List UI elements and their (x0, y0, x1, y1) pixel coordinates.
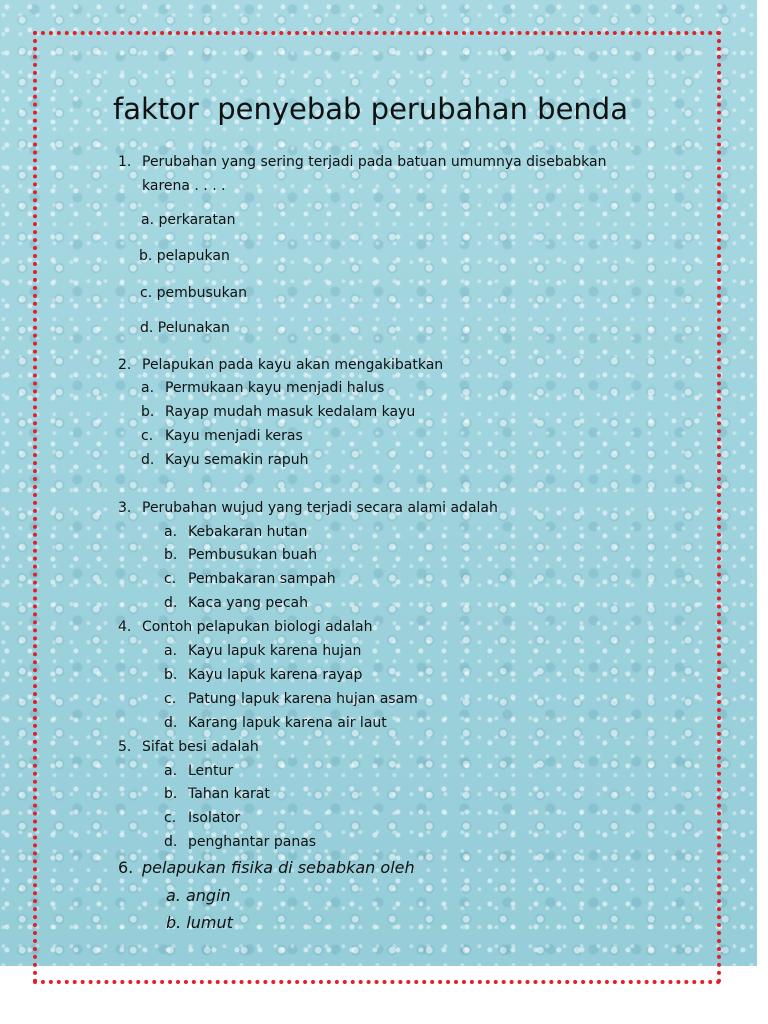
option-text: Tahan karat (188, 786, 270, 802)
question-4 (118, 615, 373, 639)
option-letter: a. (164, 643, 178, 659)
question-6-option-b (166, 913, 233, 932)
question-2 (118, 353, 443, 377)
option-letter: b. (166, 913, 182, 932)
question-4-option-d (164, 715, 387, 731)
option-letter: d. (141, 452, 155, 468)
question-4-option-a (164, 643, 361, 659)
question-3-option-c (164, 571, 336, 587)
question-4-option-c (164, 691, 418, 707)
option-letter: c. (164, 571, 177, 587)
option-text: Kayu semakin rapuh (165, 452, 309, 468)
question-2-option-b (141, 404, 415, 420)
option-letter: b. (164, 667, 178, 683)
option-text: Karang lapuk karena air laut (188, 715, 387, 731)
option-text: Kayu lapuk karena rayap (188, 667, 363, 683)
question-number: 5. (118, 739, 132, 755)
option-text: Permukaan kayu menjadi halus (165, 380, 385, 396)
question-3 (118, 496, 498, 520)
worksheet-title: faktor penyebab perubahan benda (113, 92, 628, 126)
question-number: 1. (118, 154, 132, 170)
option-text: angin (185, 886, 231, 905)
question-2-option-d (141, 452, 309, 468)
question-6 (118, 856, 415, 880)
option-letter: d. (164, 715, 178, 731)
question-3-option-d (164, 595, 308, 611)
question-5-option-a (164, 763, 233, 779)
question-5 (118, 735, 259, 759)
option-letter: b. (141, 404, 155, 420)
question-text: Sifat besi adalah (142, 739, 259, 755)
option-text: Pembakaran sampah (188, 571, 336, 587)
question-text: Perubahan yang sering terjadi pada batuan umumnya disebabkan (142, 154, 607, 170)
question-text: Perubahan wujud yang terjadi secara alami adalah (142, 500, 498, 516)
question-1-option-b: b. pelapukan (139, 248, 230, 264)
option-letter: a. (164, 763, 178, 779)
option-letter: a. (164, 524, 178, 540)
question-1-option-a: a. perkaratan (141, 212, 236, 228)
option-text: Isolator (188, 810, 241, 826)
option-text: Kayu lapuk karena hujan (188, 643, 362, 659)
question-2-option-a (141, 380, 384, 396)
question-6-option-a (166, 886, 231, 905)
option-text: penghantar panas (188, 834, 317, 850)
option-text: lumut (186, 913, 233, 932)
question-number: 3. (118, 500, 132, 516)
option-letter: a. (141, 380, 155, 396)
option-letter: b. (164, 547, 178, 563)
option-text: Pembusukan buah (188, 547, 318, 563)
question-5-option-b (164, 786, 270, 802)
option-text: Kayu menjadi keras (165, 428, 303, 444)
option-letter: c. (164, 691, 177, 707)
question-1-option-c: c. pembusukan (140, 285, 247, 301)
question-1 (118, 150, 607, 174)
option-letter: c. (164, 810, 177, 826)
option-text: Patung lapuk karena hujan asam (188, 691, 418, 707)
option-letter: d. (164, 595, 178, 611)
option-text: Lentur (188, 763, 234, 779)
question-2-option-c (141, 428, 303, 444)
option-text: Kebakaran hutan (188, 524, 308, 540)
question-1-continuation: karena . . . . (142, 178, 226, 194)
question-5-option-d (164, 834, 316, 850)
question-4-option-b (164, 667, 362, 683)
question-5-option-c (164, 810, 240, 826)
option-letter: b. (164, 786, 178, 802)
option-text: Rayap mudah masuk kedalam kayu (165, 404, 416, 420)
question-text: Pelapukan pada kayu akan mengakibatkan (142, 357, 444, 373)
option-letter: a. (166, 886, 181, 905)
question-1-option-d: d. Pelunakan (140, 320, 230, 336)
question-number: 2. (118, 357, 132, 373)
option-letter: c. (141, 428, 154, 444)
question-text: pelapukan fisika di sebabkan oleh (142, 858, 415, 877)
option-letter: d. (164, 834, 178, 850)
question-text: Contoh pelapukan biologi adalah (142, 619, 373, 635)
question-3-option-a (164, 524, 307, 540)
question-number: 4. (118, 619, 132, 635)
question-3-option-b (164, 547, 317, 563)
option-text: Kaca yang pecah (188, 595, 308, 611)
question-number: 6. (118, 858, 134, 877)
